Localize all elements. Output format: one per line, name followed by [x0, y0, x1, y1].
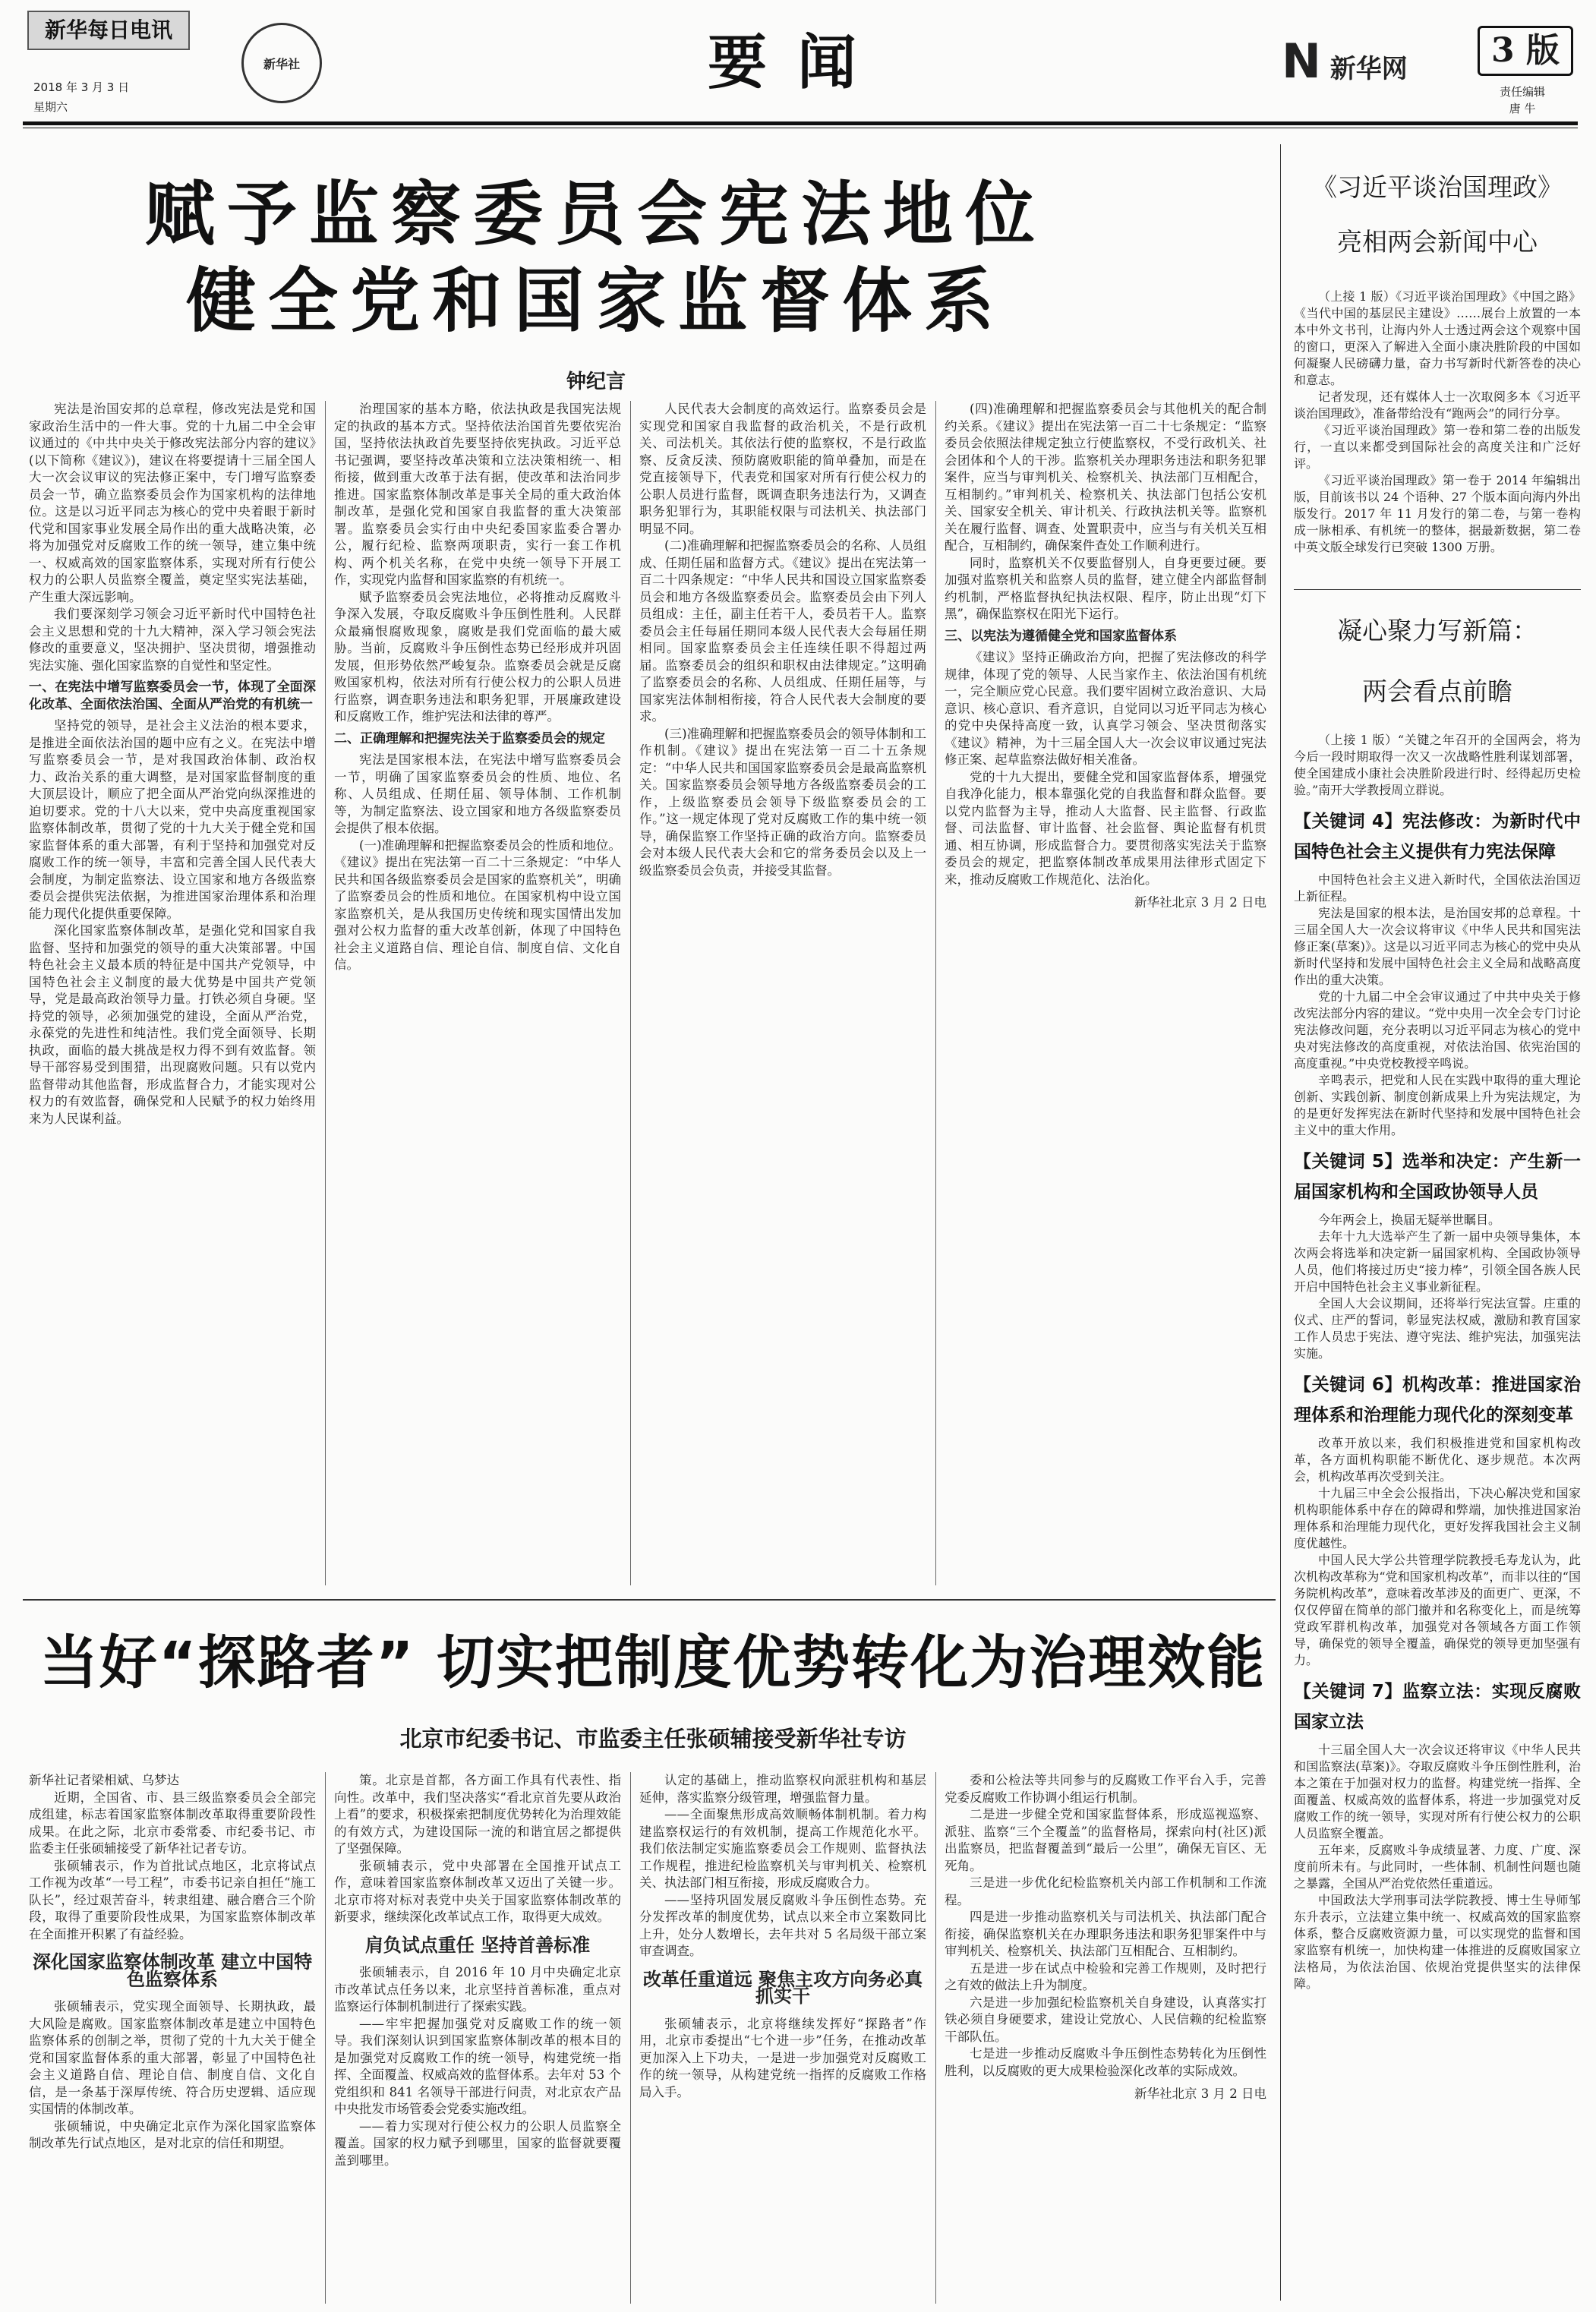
paragraph: ——全面聚焦形成高效顺畅体制机制。着力构建监察权运行的有效机制，提高工作规范化水平。我们依法制定实施监察委员会工作规则、监督执法工作规程，推进纪检监察机关与审判机关、检察机关、执法部门相互衔接，形成反腐败合力。 — [639, 1807, 926, 1890]
sidebar-story-1-title-line1: 《习近平谈治国理政》 — [1312, 172, 1563, 202]
paragraph: 策。北京是首都，各方面工作具有代表性、指向性。改革中，我们坚决落实“看北京首先要从政治上看”的要求，积极探索把制度优势转化为治理效能的有效方式，为建设国际一流的和谐宜居之都提供了坚强保障。 — [334, 1773, 621, 1856]
issue-date: 2018 年 3 月 3 日 — [33, 80, 130, 94]
sidebar-story-2-title-line1: 凝心聚力写新篇： — [1337, 616, 1538, 645]
paragraph: 十九届三中全会公报指出，下决心解决党和国家机构职能体系中存在的障碍和弊端，加快推进国家治理体系和治理能力现代化，更好发挥我国社会主义制度优越性。 — [1294, 1486, 1581, 1550]
paragraph: 五年来，反腐败斗争成绩显著、力度、广度、深度前所未有。与此同时，一些体制、机制性问题也随之暴露，全国从严治党依然任重道远。 — [1294, 1843, 1581, 1891]
paragraph: 全国人大会议期间，还将举行宪法宣誓。庄重的仪式、庄严的誓词，彰显宪法权威，激励和教育国家工作人员忠于宪法、遵守宪法、维护宪法，加强宪法实施。 — [1294, 1296, 1581, 1361]
column-divider — [630, 1772, 631, 2304]
paragraph: 委和公检法等共同参与的反腐败工作平台入手，完善党委反腐败工作协调小组运行机制。 — [945, 1773, 1266, 1805]
paragraph: 张硕辅表示，作为首批试点地区，北京将试点工作视为改革“一号工程”，市委书记亲自担任“施工队长”，经过艰苦奋斗，转隶组建、融合磨合三个阶段，取得了重要阶段性成果，为国家监察体制改革在全面推开积累了有益经验。 — [29, 1858, 316, 1941]
paragraph: 张硕辅说，中央确定北京作为深化国家监察体制改革先行试点地区，是对北京的信任和期望。 — [29, 2118, 316, 2150]
paragraph: (一)准确理解和把握监察委员会的性质和地位。《建议》提出在宪法第一百二十三条规定：“中华人民共和国各级监察委员会是国家的监察机关”，明确了监察委员会的性质和地位。在国家机构中设立国家监察机关，是从我国历史传统和现实国情出发加强对公权力监督的重大改革创新，体现了中国特色社会主义道路自信、理论自信、制度自信、文化自信。 — [334, 837, 621, 972]
paragraph: 中国特色社会主义进入新时代，全国依法治国迈上新征程。 — [1294, 872, 1581, 904]
article2-section-head-3: 改革任重道远 聚焦主攻方向务必真抓实干 — [642, 1968, 923, 2007]
column-divider — [935, 401, 936, 1585]
paragraph: 张硕辅表示，党中央部署在全国推开试点工作，意味着国家监察体制改革又迈出了关键一步。北京市将对标对表党中央关于国家监察体制改革的新要求，继续深化改革试点工作，取得更大成效。 — [334, 1858, 621, 1924]
article1-credit: 新华社北京 3 月 2 日电 — [1134, 895, 1266, 910]
article2-column-1 — [29, 1772, 316, 2304]
paragraph: 去年十九大选举产生了新一届中央领导集体，本次两会将选举和决定新一届国家机构、全国政协领导人员，他们将接过历史“接力棒”，引领全国各族人民开启中国特色社会主义事业新征程。 — [1294, 1229, 1581, 1294]
masthead-rule — [23, 121, 1578, 125]
sidebar-story-2-body — [1294, 732, 1581, 1992]
sidebar-separator — [1294, 589, 1581, 590]
paragraph: 近期，全国省、市、县三级监察委员会全部完成组建，标志着国家监察体制改革取得重要阶段性成果。在此之际，北京市委常委、市纪委书记、市监委主任张硕辅接受了新华社记者专访。 — [29, 1790, 316, 1856]
article2-column-3 — [639, 1772, 926, 2304]
column-divider — [935, 1772, 936, 2304]
section-title: 要闻 — [707, 28, 887, 97]
paragraph: 人民代表大会制度的高效运行。监察委员会是实现党和国家自我监督的政治机关，不是行政机关、司法机关。其依法行使的监察权，不是行政监察、反贪反渎、预防腐败职能的简单叠加，而是在党直接领导下，代表党和国家对所有行使公权力的公职人员进行监督，既调查职务违法行为，又调查职务犯罪行为，其职能权限与司法机关、执法部门明显不同。 — [639, 402, 926, 536]
paragraph: 《习近平谈治国理政》第一卷于 2014 年编辑出版，目前该书以 24 个语种、27 个版本面向海内外出版发行。2017 年 11 月发行的第二卷，与第一卷构成一脉相承、有机统一的整体，据最新数据，第二卷中英文版全球发行已突破 1300 万册。 — [1294, 473, 1581, 554]
editor-name: 唐 牛 — [1509, 102, 1536, 115]
paragraph: 三是进一步优化纪检监察机关内部工作机制和工作流程。 — [945, 1875, 1266, 1907]
article-separator — [23, 1599, 1276, 1601]
keyword-4-heading: 【关键词 4】宪法修改：为新时代中国特色社会主义提供有力宪法保障 — [1294, 812, 1581, 862]
paragraph: (二)准确理解和把握监察委员会的名称、人员组成、任期任届和监督方式。《建议》提出在宪法第一百二十四条规定：“中华人民共和国设立国家监察委员会和地方各级监察委员会。监察委员会由下列人员组成：主任，副主任若干人，委员若干人。监察委员会主任每届任期同本级人民代表大会每届任期相同。国家监察委员会主任连续任职不得超过两届。监察委员会的组织和职权由法律规定。”这明确了监察委员会的名称、人员组成、任期任届等，与国家宪法体制相衔接，符合人民代表大会制度的要求。 — [639, 538, 926, 724]
paragraph: ——坚持巩固发展反腐败斗争压倒性态势。充分发挥改革的制度优势，试点以来全市立案数同比上升，处分人数增长，去年共对 5 名局级干部立案审查调查。 — [639, 1892, 926, 1958]
page-number: 3 版 — [1478, 26, 1573, 76]
paragraph: 七是进一步推动反腐败斗争压倒性态势转化为压倒性胜利，以反腐败的更大成果检验深化改革的实际成效。 — [945, 2046, 1266, 2078]
article2-section-head-2: 肩负试点重任 坚持首善标准 — [364, 1934, 591, 1956]
article1-headline-line1: 赋予监察委员会宪法地位 — [144, 174, 1047, 255]
sidebar-story-2-title-line2: 两会看点前瞻 — [1362, 677, 1512, 706]
xinhuanet-logo-icon — [1282, 33, 1411, 94]
editor-block — [1473, 84, 1572, 117]
keyword-7-heading: 【关键词 7】监察立法：实现反腐败国家立法 — [1294, 1682, 1581, 1732]
paragraph: （上接 1 版）《习近平谈治国理政》《中国之路》《当代中国的基层民主建设》……展台上放置的一本本中外文书刊，让海内外人士透过两会这个观察中国的窗口，更深入了解进入全面小康决胜阶段的中国如何凝聚人民磅礴力量，奋力书写新时代新答卷的决心和意志。 — [1294, 289, 1581, 387]
paragraph: 同时，监察机关不仅要监督别人，自身更要过硬。要加强对监察机关和监察人员的监督，建立健全内部监督制约机制，严格监督执纪执法权限、程序，防止出现“灯下黑”，确保监察权在阳光下运行。 — [945, 555, 1266, 621]
paragraph: 张硕辅表示，党实现全面领导、长期执政，最大风险是腐败。国家监察体制改革是建立中国特色监察体系的创制之举，贯彻了党的十九大关于健全党和国家监督体系的重大部署，彰显了中国特色社会主义道路自信、理论自信、制度自信、文化自信，是一条基于深厚传统、符合历史逻辑、适应现实国情的体制改革。 — [29, 1999, 316, 2116]
article1-headline-line2: 健全党和国家监督体系 — [185, 260, 1006, 342]
column-divider — [630, 401, 631, 1585]
paragraph: 宪法是治国安邦的总章程，修改宪法是党和国家政治生活中的一件大事。党的十九届二中全会审议通过的《中共中央关于修改宪法部分内容的建议》(以下简称《建议》)，建议在将要提请十三届全国人大一次会议审议的宪法修正案中，专门增写监察委员会一节，确立监察委员会作为国家机构的法律地位。这是以习近平同志为核心的党中央着眼于新时代党和国家事业发展全局作出的重大战略决策，必将为加强党对反腐败工作的统一领导，建立集中统一、权威高效的国家监察体系，实现对所有行使公权力的公职人员监察全覆盖，奠定坚实宪法基础，产生重大深远影响。 — [29, 402, 316, 604]
paragraph: 宪法是国家的根本法，是治国安邦的总章程。十三届全国人大一次会议将审议《中华人民共和国宪法修正案(草案)》。这是以习近平同志为核心的党中央从新时代坚持和发展中国特色社会主义全局和战略高度作出的重大决策。 — [1294, 906, 1581, 987]
paragraph: 中国政法大学刑事司法学院教授、博士生导师邹东升表示，立法建立集中统一、权威高效的国家监察体系，整合反腐败资源力量，可以实现党的监督和国家监察有机统一，加快构建一体推进的反腐败国家立法格局，为依法治国、依规治党提供坚实的法律保障。 — [1294, 1893, 1581, 1991]
article1-column-1 — [29, 401, 316, 1585]
paragraph: 党的十九大提出，要健全党和国家监督体系，增强党自我净化能力，根本靠强化党的自我监督和群众监督。要以党内监督为主导，推动人大监督、民主监督、行政监督、司法监督、审计监督、社会监督、舆论监督有机贯通、相互协调，形成监督合力。要贯彻落实宪法关于监察委员会的规定，把监察体制改革成果用法律形式固定下来，推动反腐败工作规范化、法治化。 — [945, 769, 1266, 887]
keyword-6-heading: 【关键词 6】机构改革：推进国家治理体系和治理能力现代化的深刻变革 — [1294, 1375, 1581, 1425]
paragraph: 张硕辅表示，自 2016 年 10 月中央确定北京市改革试点任务以来，北京坚持首善标准，重点对监察运行体制机制进行了探索实践。 — [334, 1965, 621, 2014]
column-divider — [325, 401, 326, 1585]
paragraph: 认定的基础上，推动监察权向派驻机构和基层延伸，落实监察分级管理，增强监督力量。 — [639, 1773, 926, 1805]
xinhua-logo-text: 新华社 — [263, 56, 300, 71]
article1-subhead-2: 二、正确理解和把握宪法关于监察委员会的规定 — [334, 730, 605, 746]
article2-subheadline: 北京市纪委书记、市监委主任张硕辅接受新华社专访 — [399, 1726, 907, 1752]
keyword-5-heading: 【关键词 5】选举和决定：产生新一届国家机构和全国政协领导人员 — [1294, 1152, 1581, 1202]
editor-label: 责任编辑 — [1499, 85, 1545, 99]
sidebar-divider — [1280, 144, 1281, 2301]
paragraph: 坚持党的领导，是社会主义法治的根本要求，是推进全面依法治国的题中应有之义。在宪法中增写监察委员会一节，是对我国政治体制、政治权力、政治关系的重大调整，是对国家监督制度的重大顶层设计，顺应了把全面从严治党向纵深推进的迫切要求。党的十八大以来，党中央高度重视国家监察体制改革，贯彻了党的十九大关于健全党和国家监督体系的重大部署，有利于坚持和加强党对反腐败工作的统一领导，丰富和完善全国人民代表大会制度，为制定监察法、设立国家和地方各级监察委员会提供宪法依据，为推进国家治理体系和治理能力现代化提供重要保障。 — [29, 718, 316, 921]
xinhuanet-logo-letter: N — [1282, 33, 1321, 89]
paragraph: 十三届全国人大一次会议还将审议《中华人民共和国监察法(草案)》。夺取反腐败斗争压倒性胜利，治本之策在于加强对权力的监督。构建党统一指挥、全面覆盖、权威高效的监督体系，将进一步加强党对反腐败工作的统一领导，实现对所有行使公权力的公职人员监察全覆盖。 — [1294, 1743, 1581, 1840]
paragraph: (三)准确理解和把握监察委员会的领导体制和工作机制。《建议》提出在宪法第一百二十五条规定：“中华人民共和国国家监察委员会是最高监察机关。国家监察委员会领导地方各级监察委员会的工作，上级监察委员会领导下级监察委员会的工作。”这一规定体现了党对反腐败工作的集中统一领导，确保监察工作坚持正确的政治方向。监察委员会对本级人民代表大会和它的常务委员会以及上一级监察委员会负责，并接受其监督。 — [639, 726, 926, 878]
paragraph: 改革开放以来，我们积极推进党和国家机构改革，各方面机构职能不断优化、逐步规范。本次两会，机构改革再次受到关注。 — [1294, 1436, 1581, 1484]
paragraph: 中国人民大学公共管理学院教授毛寿龙认为，此次机构改革称为“党和国家机构改革”，而非以往的“国务院机构改革”，意味着改革涉及的面更广、更深，不仅仅停留在简单的部门撤并和名称变化上，而是统筹党政军群机构改革，加强党对各领域各方面工作领导，确保党的领导全覆盖，确保党的领导更加坚强有力。 — [1294, 1553, 1581, 1667]
article1-column-4 — [945, 401, 1266, 1585]
article1-subhead-3: 三、以宪法为遵循健全党和国家监督体系 — [945, 628, 1177, 644]
paragraph: 今年两会上，换届无疑举世瞩目。 — [1318, 1213, 1501, 1227]
newspaper-name: 新华每日电讯 — [27, 11, 190, 50]
article2-credit: 新华社北京 3 月 2 日电 — [1134, 2086, 1266, 2101]
article1-column-3 — [639, 401, 926, 1585]
issue-weekday: 星期六 — [33, 100, 68, 114]
paragraph: 二是进一步健全党和国家监督体系，形成巡视巡察、派驻、监察“三个全覆盖”的监督格局，探索向村(社区)派出监察员，把监督覆盖到“最后一公里”，确保无盲区、无死角。 — [945, 1807, 1266, 1873]
paragraph: 治理国家的基本方略，依法执政是我国宪法规定的执政的基本方式。坚持依法治国首先要依宪治国，坚持依法执政首先要坚持依宪执政。习近平总书记强调，要坚持改革决策和立法决策相统一、相衔接，做到重大改革于法有据，使改革和法治同步推进。国家监察体制改革是事关全局的重大政治体制改革，是强化党和国家自我监督的重大决策部署。监察委员会实行由中央纪委国家监委合署办公，履行纪检、监察两项职责，实行一套工作机构、两个机关名称，在党中央统一领导下开展工作，实现党内监督和国家监察的有机统一。 — [334, 402, 621, 587]
paragraph: 辛鸣表示，把党和人民在实践中取得的重大理论创新、实践创新、制度创新成果上升为宪法规定，为的是更好发挥宪法在新时代坚持和发展中国特色社会主义中的重大作用。 — [1294, 1073, 1581, 1137]
paragraph: ——牢牢把握加强党对反腐败工作的统一领导。我们深刻认识到国家监察体制改革的根本目的是加强党对反腐败工作的统一领导，构建党统一指挥、全面覆盖、权威高效的监督体系。去年对 53 个党组织和 841 名领导干部进行问责，对北京农产品中央批发市场管委会党委实施改组。 — [334, 2016, 621, 2116]
sidebar-story-2 — [1294, 612, 1581, 1992]
paragraph: 《建议》坚持正确政治方向，把握了宪法修改的科学规律，体现了党的领导、人民当家作主、依法治国有机统一，完全顺应党心民意。我们要牢固树立政治意识、大局意识、核心意识、看齐意识，自觉同以习近平同志为核心的党中央保持高度一致，认真学习领会、坚决贯彻落实《建议》精神，为十三届全国人大一次会议审议通过宪法修正案、起草监察法做好相关准备。 — [945, 650, 1266, 767]
column-divider — [325, 1772, 326, 2304]
paragraph: 张硕辅表示，北京将继续发挥好“探路者”作用，北京市委提出“七个进一步”任务，在推动改革更加深入上下功夫，一是进一步加强党对反腐败工作的统一领导，从构建党统一指挥的反腐败工作格局入手。 — [639, 2016, 926, 2099]
paragraph: 深化国家监察体制改革，是强化党和国家自我监督、坚持和加强党的领导的重大决策部署。中国特色社会主义最本质的特征是中国共产党领导，中国特色社会主义制度的最大优势是中国共产党领导，党是最高政治领导力量。打铁必须自身硬。坚持党的领导，必须加强党的建设，全面从严治党，永葆党的先进性和纯洁性。我们党全面领导、长期执政，面临的最大挑战是权力得不到有效监督。领导干部容易受到围猎，出现腐败问题。只有以党内监督带动其他监督，形成监督合力，才能实现对公权力的有效监督，确保党和人民赋予的权力始终用来为人民谋利益。 — [29, 923, 316, 1126]
sidebar-story-1-body — [1294, 289, 1581, 556]
paragraph: 《习近平谈治国理政》第一卷和第二卷的出版发行，一直以来都受到国际社会的高度关注和广泛好评。 — [1294, 423, 1581, 471]
article1-subhead-1: 一、在宪法中增写监察委员会一节，体现了全面深化改革、全面依法治国、全面从严治党的有机统一 — [29, 680, 316, 712]
xinhua-logo-icon — [241, 23, 322, 103]
issue-date-block — [33, 77, 129, 117]
sidebar-story-1 — [1294, 169, 1581, 556]
article1-column-2 — [334, 401, 621, 1585]
paragraph: 六是进一步加强纪检监察机关自身建设，认真落实打铁必须自身硬要求，建设让党放心、人民信赖的纪检监察干部队伍。 — [945, 1995, 1266, 2044]
paragraph: 五是进一步在试点中检验和完善工作规则，及时把行之有效的做法上升为制度。 — [945, 1960, 1266, 1992]
paragraph: ——着力实现对行使公权力的公职人员监察全覆盖。国家的权力赋予到哪里，国家的监督就要覆盖到哪里。 — [334, 2118, 621, 2168]
article2-column-2 — [334, 1772, 621, 2304]
sidebar-story-1-title-line2: 亮相两会新闻中心 — [1337, 227, 1538, 257]
paragraph: 赋予监察委员会宪法地位，必将推动反腐败斗争深入发展，夺取反腐败斗争压倒性胜利。人民群众最痛恨腐败现象，腐败是我们党面临的最大威胁。当前，反腐败斗争压倒性态势已经形成并巩固发展，但形势依然严峻复杂。监察委员会就是反腐败国家机构，依法对所有行使公权力的公职人员进行监察，调查职务违法和职务犯罪，开展廉政建设和反腐败工作，维护宪法和法律的尊严。 — [334, 589, 621, 724]
paragraph: 四是进一步推动监察机关与司法机关、执法部门配合衔接，确保监察机关在办理职务违法和职务犯罪案件中与审判机关、检察机关、执法部门互相配合、互相制约。 — [945, 1910, 1266, 1958]
article2-headline: 当好“探路者” 切实把制度优势转化为治理效能 — [39, 1629, 1266, 1696]
article1-byline: 钟纪言 — [566, 371, 626, 393]
paragraph: 我们要深刻学习领会习近平新时代中国特色社会主义思想和党的十九大精神，深入学习领会宪法修改的重要意义，坚决拥护、坚决贯彻，增强推动宪法实施、强化国家监察的自觉性和坚定性。 — [29, 607, 316, 673]
article2-reporters: 新华社记者梁相斌、乌梦达 — [29, 1773, 179, 1787]
paragraph: （上接 1 版）“关键之年召开的全国两会，将为今后一段时期取得一次又一次战略性胜利谋划部署，使全国建成小康社会决胜阶段进行时、经得起历史检验。”南开大学教授周立群说。 — [1294, 733, 1581, 797]
paragraph: 记者发现，还有媒体人士一次取阅多本《习近平谈治国理政》，准备带给没有“跑两会”的同行分享。 — [1294, 390, 1581, 421]
paragraph: (四)准确理解和把握监察委员会与其他机关的配合制约关系。《建议》提出在宪法第一百二十七条规定：“监察委员会依照法律规定独立行使监察权，不受行政机关、社会团体和个人的干涉。监察机关办理职务违法和职务犯罪案件，应当与审判机关、检察机关、执法部门互相配合，互相制约。”审判机关、检察机关、执法部门包括公安机关、国家安全机关、审计机关、行政执法机关等。监察机关在履行监督、调查、处置职责中，应当与有关机关互相配合，互相制约，确保案件查处工作顺利进行。 — [945, 402, 1266, 553]
article2-section-head-1: 深化国家监察体制改革 建立中国特色监察体系 — [32, 1951, 313, 1990]
article2-column-4 — [945, 1772, 1266, 2304]
paragraph: 宪法是国家根本法，在宪法中增写监察委员会一节，明确了国家监察委员会的性质、地位、名称、人员组成、任期任届、领导体制、工作机制等，为制定监察法、设立国家和地方各级监察委员会提供了根本依据。 — [334, 752, 621, 835]
xinhuanet-logo-text: 新华网 — [1329, 54, 1408, 84]
paragraph: 党的十九届二中全会审议通过了中共中央关于修改宪法部分内容的建议。“党中央用一次全会专门讨论宪法修改问题，充分表明以习近平同志为核心的党中央对宪法修改的高度重视，对依法治国、依宪治国的高度重视。”中央党校教授辛鸣说。 — [1294, 989, 1581, 1071]
